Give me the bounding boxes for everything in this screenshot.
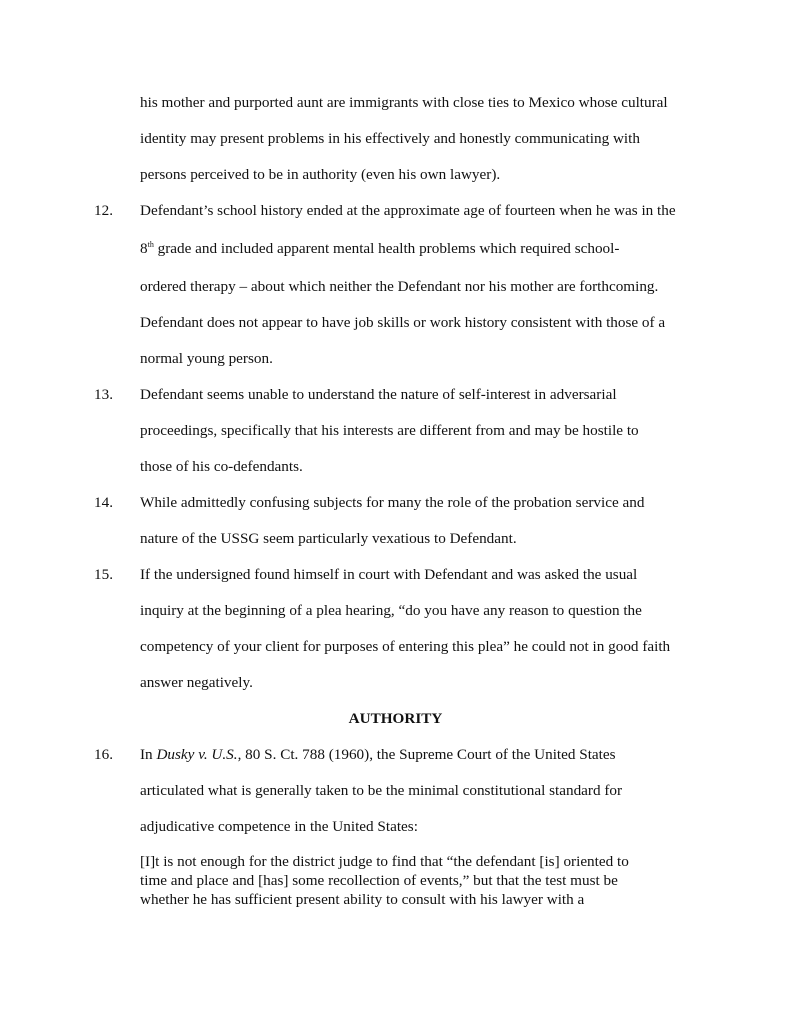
p15-line-4: answer negatively. [140, 674, 253, 691]
p13-line-1: Defendant seems unable to understand the nature of self-interest in adversarial [140, 386, 617, 403]
paragraph-number-12: 12. [94, 202, 113, 219]
grade-number: 8 [140, 240, 148, 257]
p16-line-2: articulated what is generally taken to be the minimal constitutional standard for [140, 782, 623, 799]
p14-line-2: nature of the USSG seem particularly vexatious to Defendant. [140, 530, 517, 547]
paragraph-number-15: 15. [94, 566, 113, 583]
quote-line-3: whether he has sufficient present ability to consult with his lawyer with a [140, 891, 585, 908]
p12-line-4: Defendant does not appear to have job skills or work history consistent with those of a [140, 314, 666, 331]
paragraph-number-16: 16. [94, 746, 113, 763]
grade-superscript: th [147, 240, 154, 249]
paragraph-number-13: 13. [94, 386, 113, 403]
p12-line-2-text: grade and included apparent mental health problems which required school- [153, 240, 620, 257]
p12-line-3: ordered therapy – about which neither the Defendant nor his mother are forthcoming. [140, 278, 659, 295]
case-citation-name: Dusky v. U.S. [156, 746, 238, 763]
p15-line-3: competency of your client for purposes of entering this plea” he could not in good faith [140, 638, 671, 655]
p16-line-1-pre: In [140, 746, 157, 763]
p15-line-1: If the undersigned found himself in court with Defendant and was asked the usual [140, 566, 638, 583]
p14-line-1: While admittedly confusing subjects for many the role of the probation service and [140, 494, 645, 511]
p16-line-3: adjudicative competence in the United States: [140, 818, 418, 835]
quote-line-2: time and place and [has] some recollection of events,” but that the test must be [140, 872, 618, 889]
p13-line-3: those of his co-defendants. [140, 458, 303, 475]
p12-line-2 [140, 240, 619, 258]
p12-line-1: Defendant’s school history ended at the approximate age of fourteen when he was in the [140, 202, 676, 219]
intro-line-2: identity may present problems in his effectively and honestly communicating with [140, 130, 640, 147]
p15-line-2: inquiry at the beginning of a plea hearing, “do you have any reason to question the [140, 602, 642, 619]
intro-line-3: persons perceived to be in authority (even his own lawyer). [140, 166, 501, 183]
quote-line-1: [I]t is not enough for the district judge to find that “the defendant [is] oriented to [140, 853, 629, 870]
p13-line-2: proceedings, specifically that his interests are different from and may be hostile to [140, 422, 639, 439]
p16-line-1 [140, 746, 616, 764]
p16-line-1-post: , 80 S. Ct. 788 (1960), the Supreme Court of the United States [237, 746, 616, 763]
intro-line-1: his mother and purported aunt are immigrants with close ties to Mexico whose cultural [140, 94, 668, 111]
paragraph-number-14: 14. [94, 494, 113, 511]
section-heading: AUTHORITY [348, 710, 443, 727]
p12-line-5: normal young person. [140, 350, 273, 367]
